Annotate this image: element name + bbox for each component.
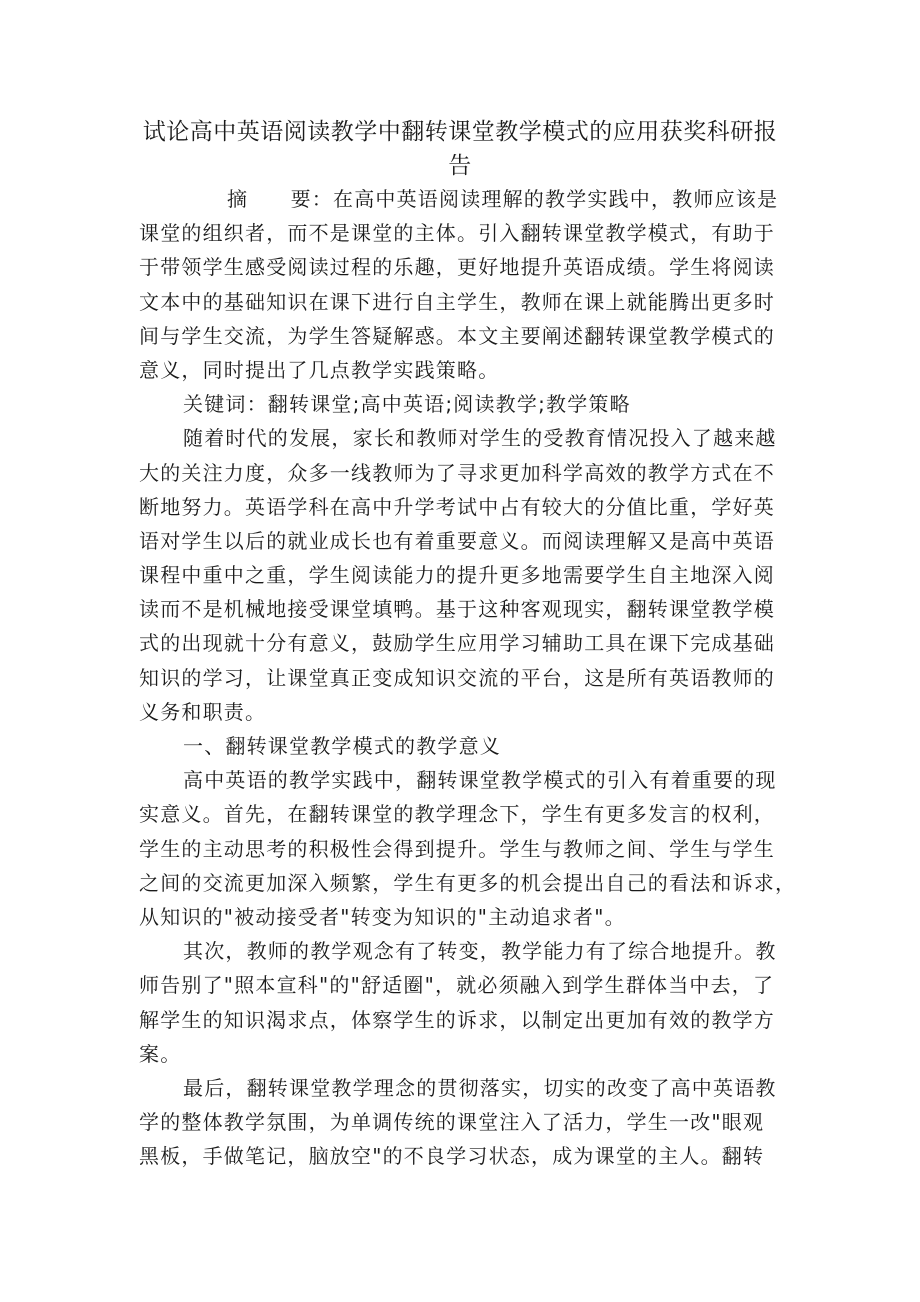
text-line: 读而不是机械地接受课堂填鸭。基于这种客观现实，翻转课堂教学模 [139, 597, 775, 622]
text-line: 实意义。首先，在翻转课堂的教学理念下，学生有更多发言的权利， [139, 802, 775, 827]
text-line: 案。 [139, 1041, 182, 1066]
text-line: 语对学生以后的就业成长也有着重要意义。而阅读理解又是高中英语 [139, 528, 775, 553]
text-line: 文本中的基础知识在课下进行自主学生，教师在课上就能腾出更多时 [139, 289, 775, 314]
text-line: 之间的交流更加深入频繁，学生有更多的机会提出自己的看法和诉求， [139, 870, 797, 895]
text-line: 课堂的组织者，而不是课堂的主体。引入翻转课堂教学模式，有助于 [139, 221, 775, 246]
text-line: 知识的学习，让课堂真正变成知识交流的平台，这是所有英语教师的 [139, 665, 775, 690]
text-line: 意义，同时提出了几点教学实践策略。 [139, 357, 500, 382]
text-line: 最后，翻转课堂教学理念的贯彻落实，切实的改变了高中英语教 [183, 1075, 777, 1100]
title-line-2: 告 [448, 153, 472, 179]
text-line: 学的整体教学氛围，为单调传统的课堂注入了活力，学生一改"眼观 [139, 1110, 765, 1135]
text-line: 随着时代的发展，家长和教师对学生的受教育情况投入了越来越 [183, 426, 777, 451]
text-line: 大的关注力度，众多一线教师为了寻求更加科学高效的教学方式在不 [139, 460, 775, 485]
text-line: 师告别了"照本宣科"的"舒适圈"，就必须融入到学生群体当中去，了 [139, 973, 775, 998]
text-line: 式的出现就十分有意义，鼓励学生应用学习辅助工具在课下完成基础 [139, 631, 775, 656]
text-line: 课程中重中之重，学生阅读能力的提升更多地需要学生自主地深入阅 [139, 563, 775, 588]
text-line: 高中英语的教学实践中，翻转课堂教学模式的引入有着重要的现 [183, 768, 777, 793]
document-body [139, 182, 797, 1173]
text-line: 于带领学生感受阅读过程的乐趣，更好地提升英语成绩。学生将阅读 [139, 255, 775, 280]
text-line: 关键词：翻转课堂;高中英语;阅读教学;教学策略 [183, 392, 631, 417]
text-line: 一、翻转课堂教学模式的教学意义 [183, 734, 501, 758]
text-line: 解学生的知识渴求点，体察学生的诉求，以制定出更加有效的教学方 [139, 1007, 775, 1032]
title-line-1: 试论高中英语阅读教学中翻转课堂教学模式的应用获奖科研报 [142, 119, 778, 145]
text-line: 黑板，手做笔记，脑放空"的不良学习状态，成为课堂的主人。翻转 [139, 1144, 765, 1169]
text-line: 断地努力。英语学科在高中升学考试中占有较大的分值比重，学好英 [139, 494, 775, 519]
text-line: 摘 要：在高中英语阅读理解的教学实践中，教师应该是 [227, 187, 779, 211]
text-line: 其次，教师的教学观念有了转变，教学能力有了综合地提升。教 [183, 939, 777, 964]
text-line: 义务和职责。 [139, 699, 267, 724]
text-line: 间与学生交流，为学生答疑解惑。本文主要阐述翻转课堂教学模式的 [139, 323, 775, 348]
text-line: 从知识的"被动接受者"转变为知识的"主动追求者"。 [139, 904, 626, 929]
text-line: 学生的主动思考的积极性会得到提升。学生与教师之间、学生与学生 [139, 836, 775, 861]
